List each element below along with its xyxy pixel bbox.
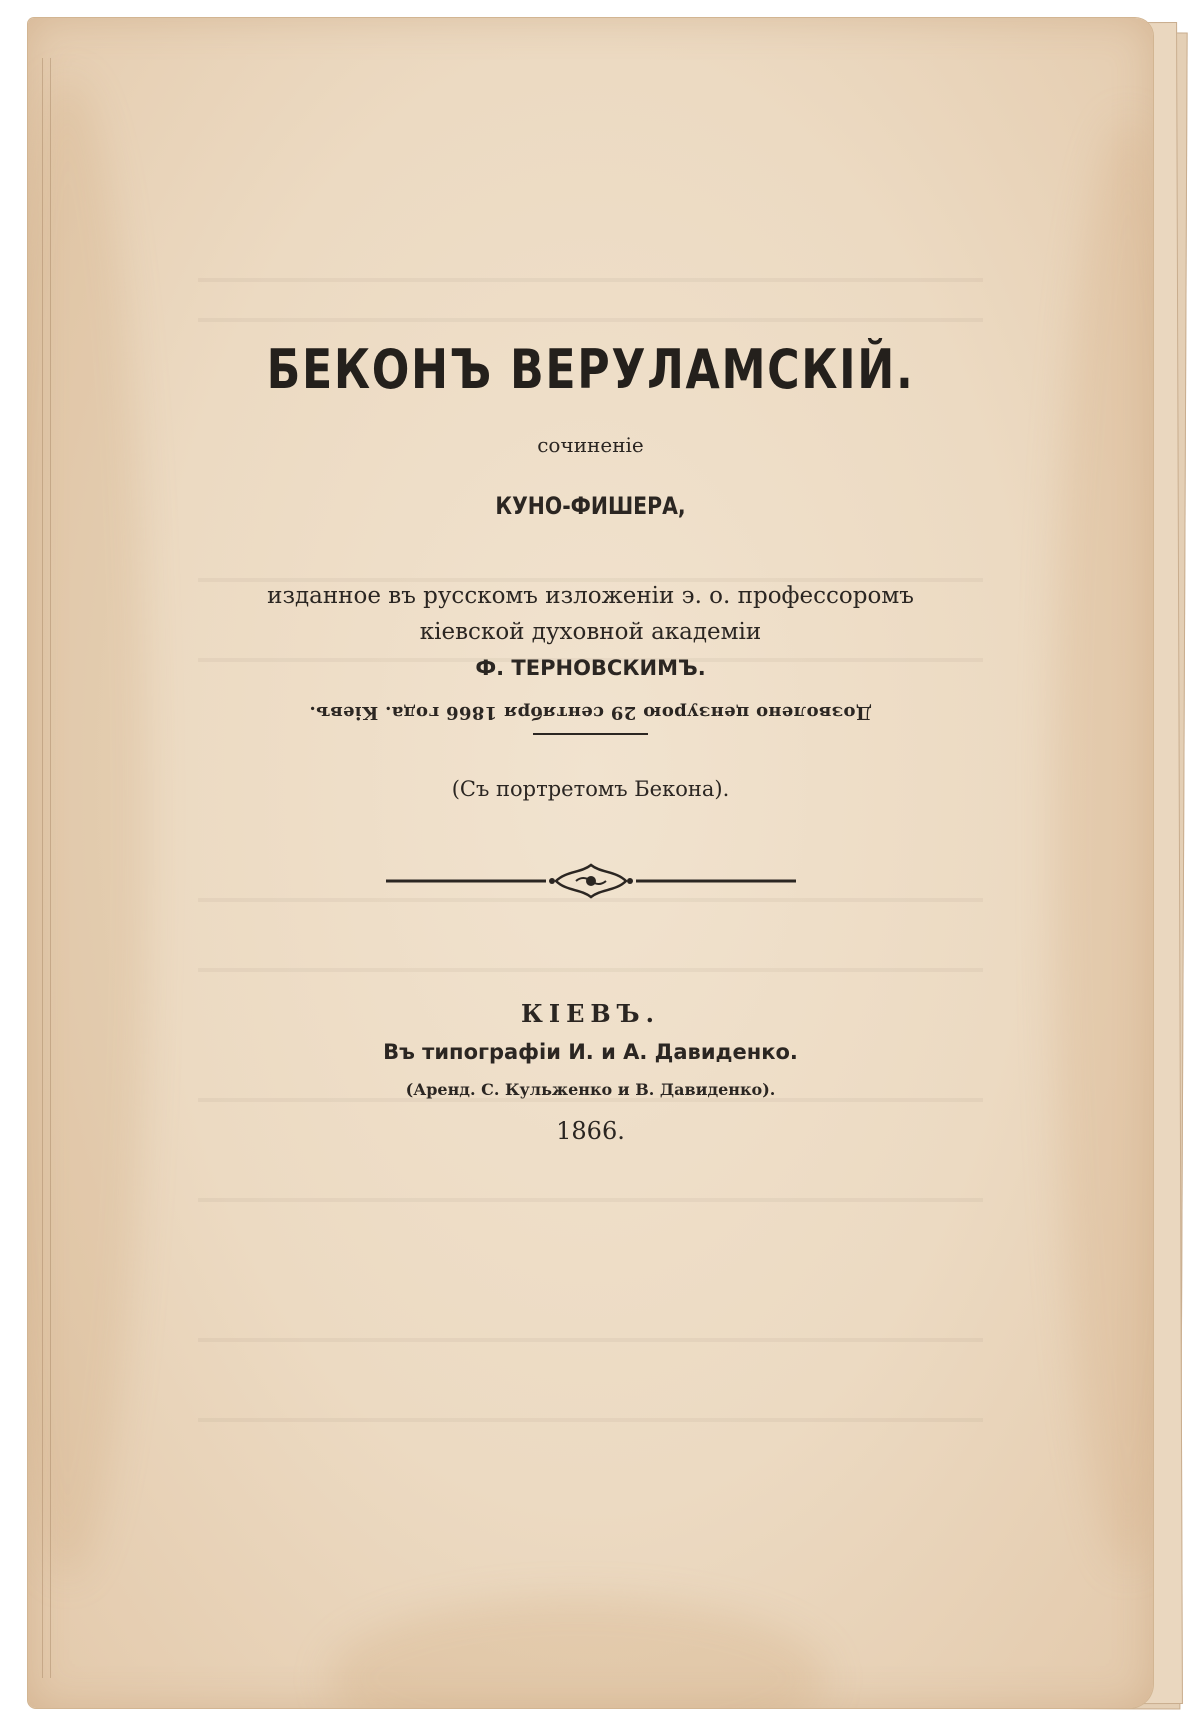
genre-label: сочиненіе [537,433,644,457]
lessee-note: (Аренд. С. Кульженко и В. Давиденко). [405,1080,776,1099]
show-through-line [198,1338,983,1342]
ornament-icon [386,861,796,901]
publication-line: кіевской духовной академіи [419,619,762,645]
imprint-city: КІЕВЪ. [521,999,660,1028]
cover-sheet [28,18,1153,1708]
book-title: БЕКОНЪ ВЕРУЛАМСКІЙ. [266,338,915,401]
translator-name: Ф. ТЕРНОВСКИМЪ. [475,656,706,680]
show-through-line [198,318,983,322]
paper-stain [28,78,148,1578]
author-name: КУНО-ФИШЕРА, [495,492,686,520]
paper-stain [328,1598,828,1708]
censorship-stamp: Дозволено цензурою 29 сентября 1866 года. Кіевъ. [309,702,872,723]
spine-line [42,58,43,1678]
printing-house: Въ типографіи И. и А. Давиденко. [383,1040,798,1064]
ornament-divider [386,861,796,901]
portrait-note: (Съ портретомъ Бекона). [451,777,730,801]
paper-stain [1053,118,1153,1568]
divider-rule [533,733,648,735]
show-through-line [198,1198,983,1202]
title-page-content [178,338,1003,1145]
spine-line [50,58,51,1678]
show-through-line [198,278,983,282]
show-through-line [198,1418,983,1422]
publication-line: изданное въ русскомъ изложеніи э. о. профессоромъ [267,583,914,609]
publication-year: 1866. [556,1117,625,1145]
